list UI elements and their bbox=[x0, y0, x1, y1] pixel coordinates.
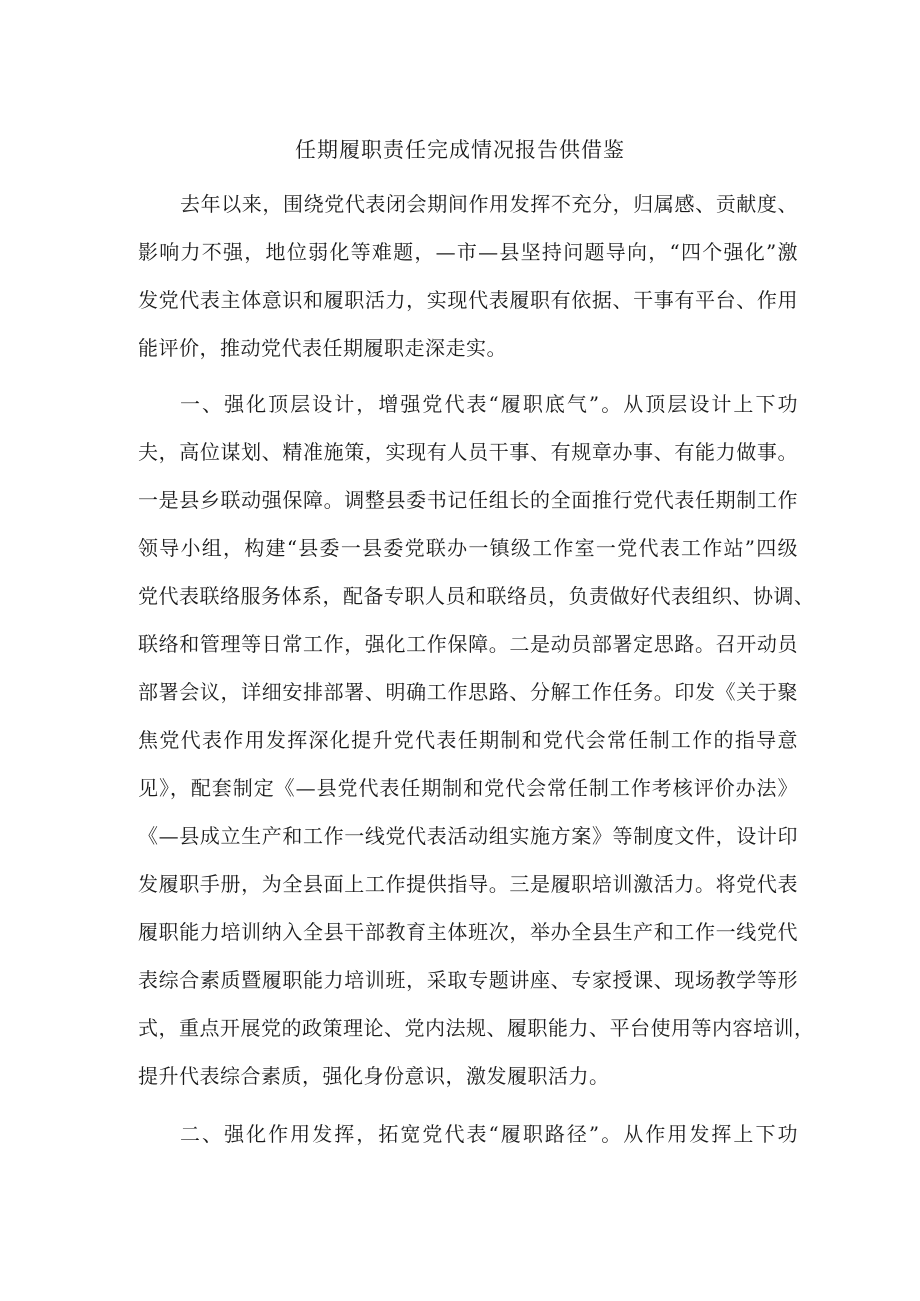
paragraph-2-line-6: 联络和管理等日常工作，强化工作保障。二是动员部署定思路。召开动员 bbox=[138, 632, 798, 656]
paragraph-2-line-4: 领导小组，构建“县委一县委党联办一镇级工作室一党代表工作站”四级 bbox=[138, 536, 798, 560]
paragraph-2-line-10: 《—县成立生产和工作一线党代表活动组实施方案》等制度文件，设计印 bbox=[138, 824, 798, 848]
paragraph-2-line-12: 履职能力培训纳入全县干部教育主体班次，举办全县生产和工作一线党代 bbox=[138, 920, 798, 944]
paragraph-1-line-3: 发党代表主体意识和履职活力，实现代表履职有依据、干事有平台、作用 bbox=[138, 288, 798, 312]
paragraph-2-line-1: 一、强化顶层设计，增强党代表“履职底气”。从顶层设计上下功 bbox=[180, 392, 798, 416]
document-title: 任期履职责任完成情况报告供借鉴 bbox=[295, 138, 625, 162]
paragraph-1-line-2: 影响力不强，地位弱化等难题，—市—县坚持问题导向，“四个强化”激 bbox=[138, 240, 798, 264]
paragraph-2-line-8: 焦党代表作用发挥深化提升党代表任期制和党代会常任制工作的指导意 bbox=[138, 728, 798, 752]
paragraph-2-line-3: 一是县乡联动强保障。调整县委书记任组长的全面推行党代表任期制工作 bbox=[138, 488, 798, 512]
paragraph-1-line-4: 能评价，推动党代表任期履职走深走实。 bbox=[138, 336, 507, 360]
paragraph-2-line-9: 见》，配套制定《—县党代表任期制和党代会常任制工作考核评价办法》 bbox=[138, 776, 798, 800]
paragraph-2-line-5: 党代表联络服务体系，配备专职人员和联络员，负责做好代表组织、协调、 bbox=[138, 584, 815, 608]
paragraph-3-line-1: 二、强化作用发挥，拓宽党代表“履职路径”。从作用发挥上下功 bbox=[180, 1122, 798, 1146]
paragraph-1-line-1: 去年以来，围绕党代表闭会期间作用发挥不充分，归属感、贡献度、 bbox=[180, 192, 798, 216]
paragraph-2-line-11: 发履职手册，为全县面上工作提供指导。三是履职培训激活力。将党代表 bbox=[138, 872, 798, 896]
paragraph-2-line-15: 提升代表综合素质，强化身份意识，激发履职活力。 bbox=[138, 1064, 610, 1088]
paragraph-2-line-2: 夫，高位谋划、精准施策，实现有人员干事、有规章办事、有能力做事。 bbox=[138, 440, 798, 464]
paragraph-2-line-14: 式，重点开展党的政策理论、党内法规、履职能力、平台使用等内容培训， bbox=[138, 1016, 815, 1040]
paragraph-2-line-13: 表综合素质暨履职能力培训班，采取专题讲座、专家授课、现场教学等形 bbox=[138, 968, 798, 992]
paragraph-2-line-7: 部署会议，详细安排部署、明确工作思路、分解工作任务。印发《关于聚 bbox=[138, 680, 798, 704]
